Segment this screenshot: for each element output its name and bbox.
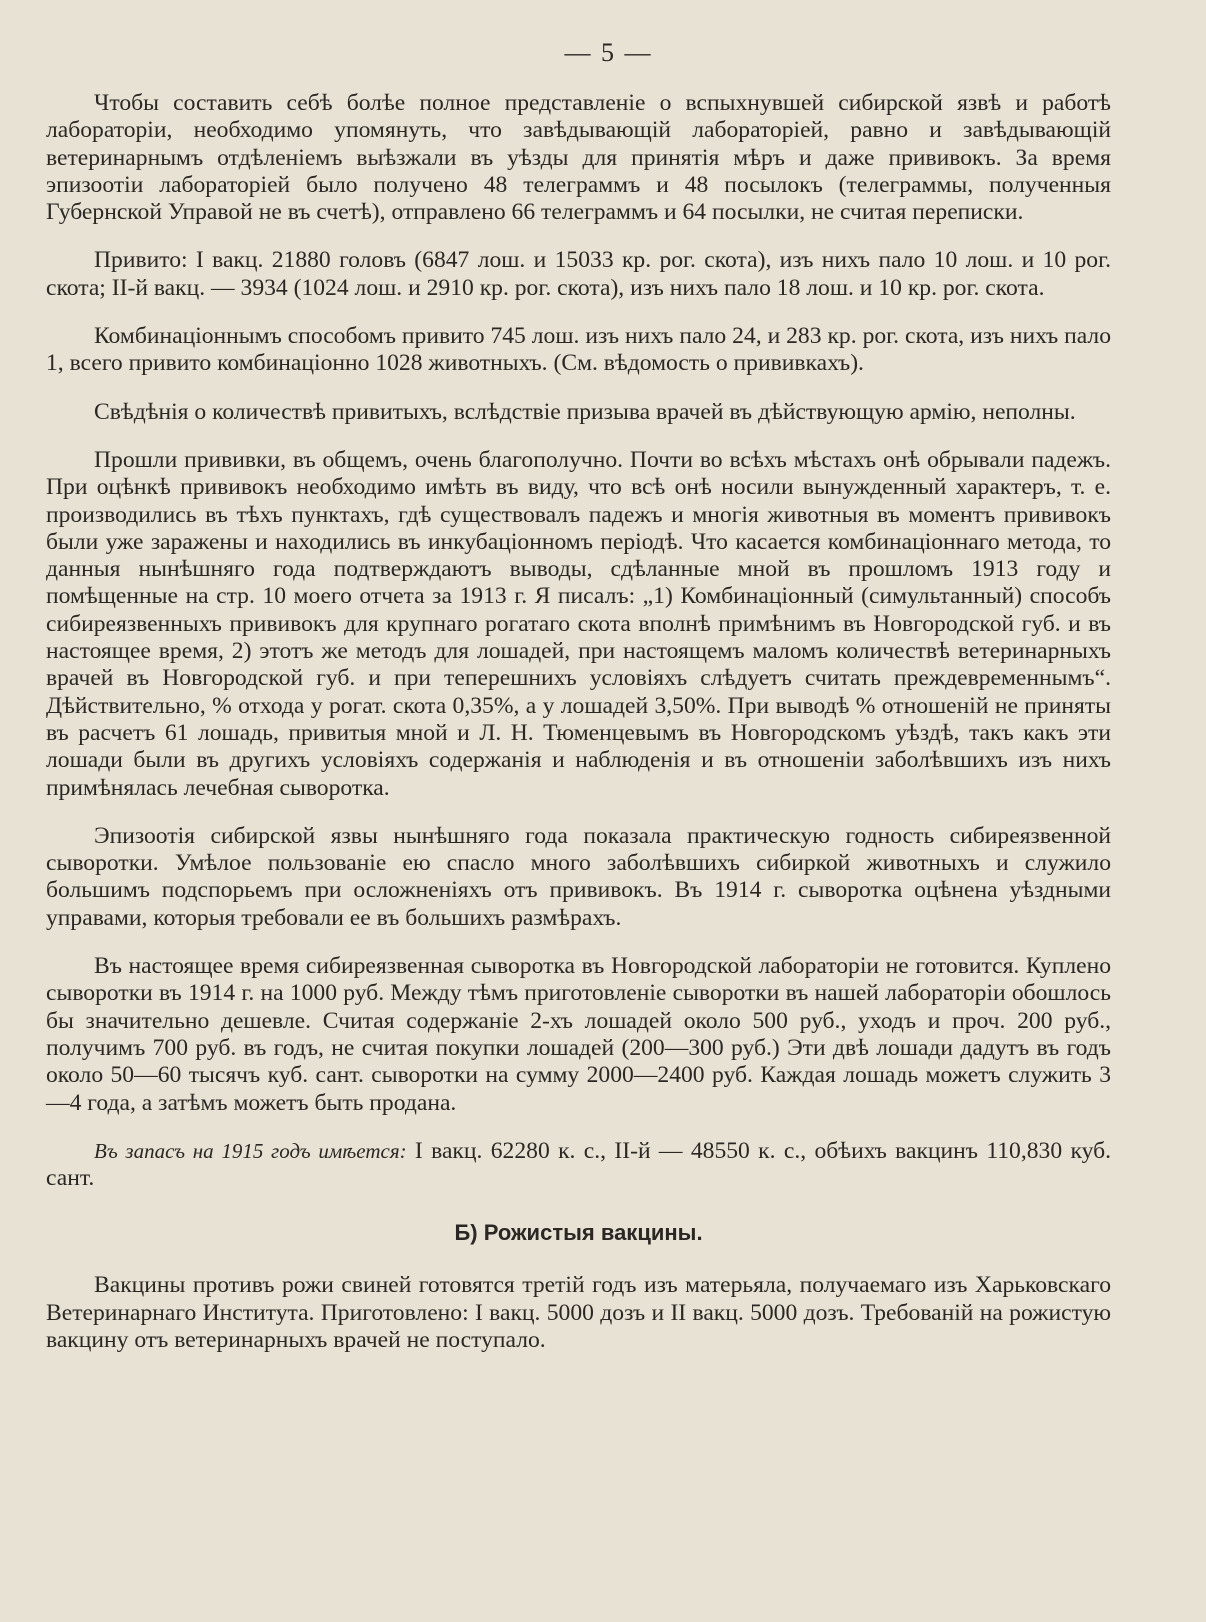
paragraph-expeditions: Чтобы составить себѣ болѣе полное представленіе о вспыхнувшей сибирской язвѣ и работѣ лабораторіи, необходимо упомянуть, что завѣдывающій лабораторіей, равно и завѣдывающій ветеринарнымъ отдѣленіемъ выѣзжали въ уѣзды для принятія мѣръ и даже прививокъ. За время эпизоотіи лабораторіей было получено 48 телеграммъ и 48 посылокъ (телеграммы, полученныя Губернской Управой не въ счетѣ), отправлено 66 телеграммъ и 64 посылки, не считая переписки. <box>46 90 1111 226</box>
paragraph-vaccination-results: Прошли прививки, въ общемъ, очень благополучно. Почти во всѣхъ мѣстахъ онѣ обрывали падежъ. При оцѣнкѣ прививокъ необходимо имѣть въ виду, что всѣ онѣ носили вынужденный характеръ, т. е. производились въ тѣхъ пунктахъ, гдѣ существовалъ падежъ и многія животныя въ моментъ прививокъ были уже заражены и находились въ инкубаціонномъ періодѣ. Что касается комбинаціоннаго метода, то данныя нынѣшняго года подтверждаютъ выводы, сдѣланные мной въ прошломъ 1913 году и помѣщенные на стр. 10 моего отчета за 1913 г. Я писалъ: „1) Комбинаціонный (симультанный) способъ сибиреязвенныхъ прививокъ для крупнаго рогатаго скота вполнѣ примѣнимъ въ Новгородской губ. и въ настоящее время, 2) этотъ же методъ для лошадей, при настоящемъ маломъ количествѣ ветеринарныхъ врачей въ Новгородской губ. и при теперешнихъ условіяхъ слѣдуетъ считать преждевременнымъ“. Дѣйствительно, % отхода у рогат. скота 0,35%, а у лошадей 3,50%. При выводѣ % отношеній не приняты въ расчетъ 61 лошадь, привитыя мной и Л. Н. Тюменцевымъ въ Новгородскомъ уѣздѣ, такъ какъ эти лошади были въ другихъ условіяхъ содержанія и наблюденія и въ отношеніи заболѣвшихъ изъ нихъ примѣнялась лечебная сыворотка. <box>46 446 1111 801</box>
paragraph-combination-method: Комбинаціоннымъ способомъ привито 745 лош. изъ нихъ пало 24, и 283 кр. рог. скота, изъ нихъ пало 1, всего привито комбинаціонно 1028 животныхъ. (См. вѣдомость о прививкахъ). <box>46 323 1111 377</box>
page-number: — 5 — <box>564 38 653 67</box>
reserve-rest: I вакц. 62280 к. с., II-й — 48550 к. с., обѣихъ вакцинъ 110,830 куб. сант. <box>46 1137 1111 1192</box>
paragraph-erysipelas-vaccines: Вакцины противъ рожи свиней готовятся третій годъ изъ матерьяла, получаемаго изъ Харьковскаго Ветеринарнаго Института. Приготовлено: I вакц. 5000 дозъ и II вакц. 5000 дозъ. Требованій на рожистую вакцину отъ ветеринарныхъ врачей не поступало. <box>46 1272 1111 1353</box>
paragraph-serum-usefulness: Эпизоотія сибирской язвы нынѣшняго года показала практическую годность сибиреязвенной сыворотки. Умѣлое пользованіе ею спасло много заболѣвшихъ сибиркой животныхъ и служило большимъ подспорьемъ при осложненіяхъ отъ прививокъ. Въ 1914 г. сыворотка оцѣнена уѣздными управами, которыя требовали ее въ большихъ размѣрахъ. <box>46 822 1111 931</box>
reserve-lead-italic: Въ запасъ на 1915 годъ имѣется: <box>94 1138 407 1163</box>
paragraph-incomplete-data: Свѣдѣнія о количествѣ привитыхъ, вслѣдствіе призыва врачей въ дѣйствующую армію, неполны. <box>94 398 1076 425</box>
section-heading-erysipelas-vaccines: Б) Рожистыя вакцины. <box>454 1220 703 1246</box>
paragraph-serum-production: Въ настоящее время сибиреязвенная сыворотка въ Новгородской лабораторіи не готовится. Куплено сыворотки въ 1914 г. на 1000 руб. Между тѣмъ приготовленіе сыворотки въ нашей лабораторіи обошлось бы значительно дешевле. Считая содержаніе 2-хъ лошадей около 500 руб., уходъ и проч. 200 руб., получимъ 700 руб. въ годъ, не считая покупки лошадей (200—300 руб.) Эти двѣ лошади дадутъ въ годъ около 50—60 тысячъ куб. сант. сыворотки на сумму 2000—2400 руб. Каждая лошадь можетъ служить 3—4 года, а затѣмъ можетъ быть продана. <box>46 953 1111 1116</box>
paragraph-reserve-1915 <box>46 1138 1111 1193</box>
paragraph-vaccinated-counts: Привито: I вакц. 21880 головъ (6847 лош. и 15033 кр. рог. скота), изъ нихъ пало 10 лош. и 10 рог. скота; II-й вакц. — 3934 (1024 лош. и 2910 кр. рог. скота), изъ нихъ пало 18 лош. и 10 кр. рог. скота. <box>46 247 1111 301</box>
